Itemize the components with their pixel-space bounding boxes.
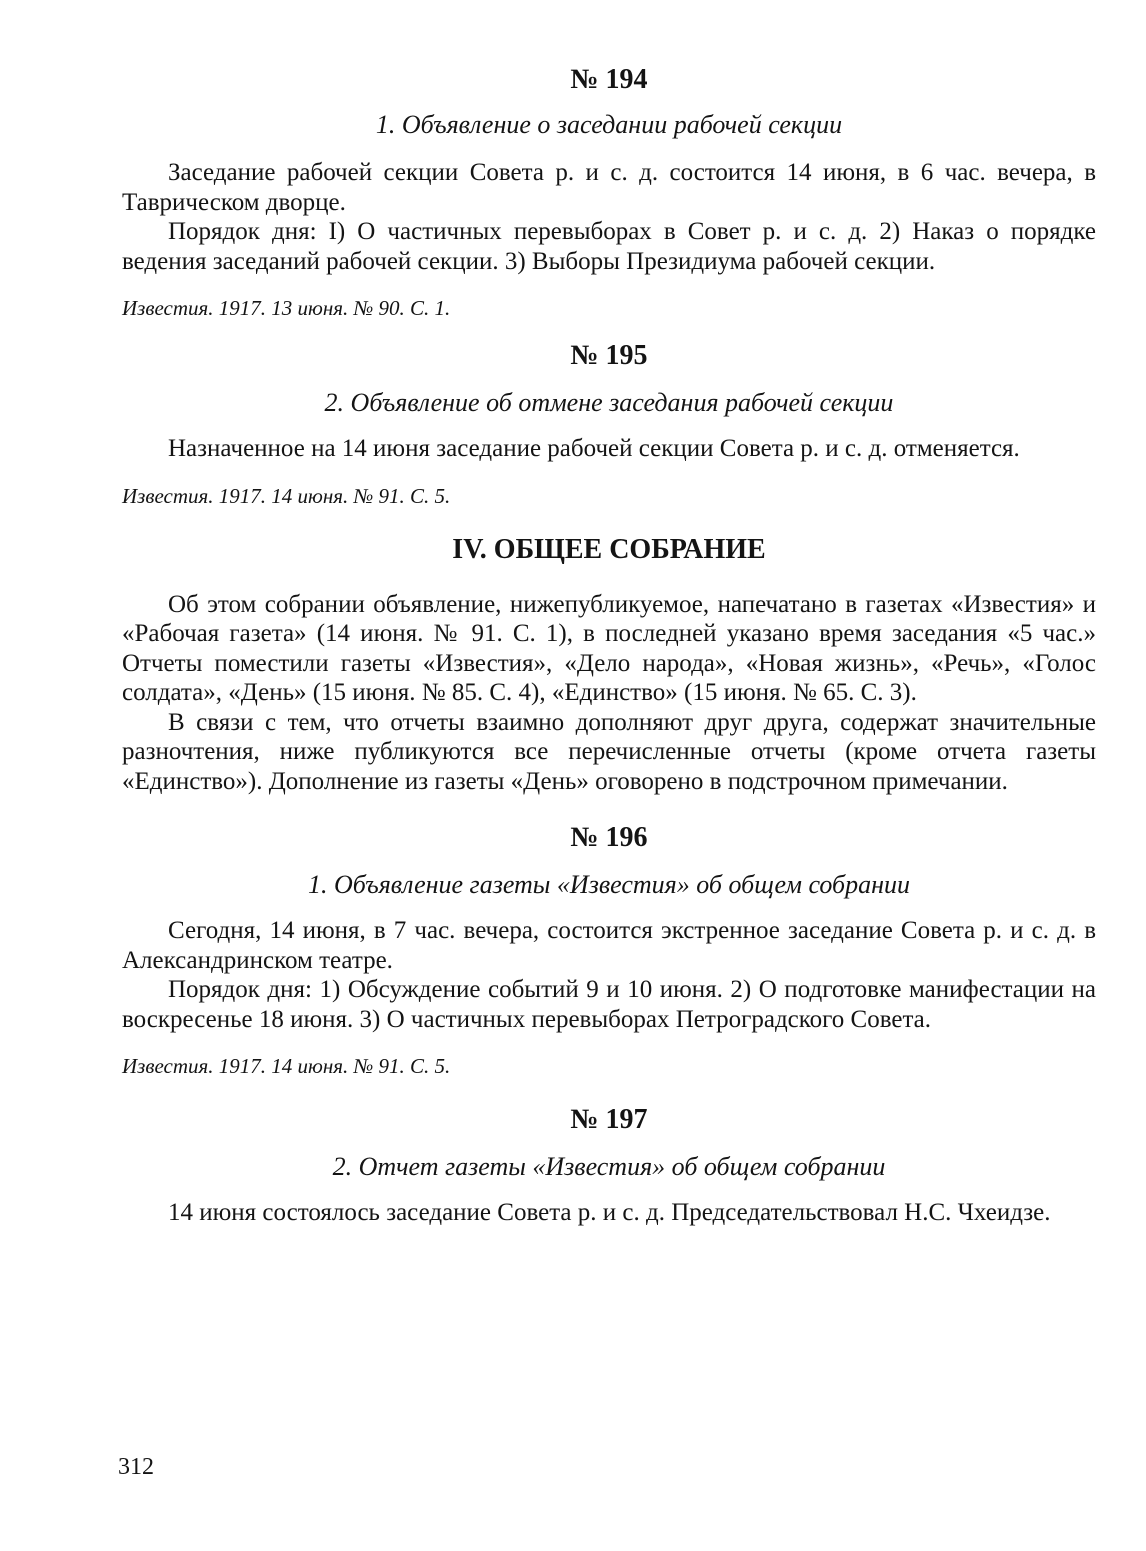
doc-195-paragraph: Назначенное на 14 июня заседание рабочей секции Совета р. и с. д. отменяется. <box>168 435 1020 462</box>
doc-195-source: Известия. 1917. 14 июня. № 91. С. 5. <box>122 483 451 508</box>
doc-196-source: Известия. 1917. 14 июня. № 91. С. 5. <box>122 1054 451 1078</box>
doc-194-source: Известия. 1917. 13 июня. № 90. С. 1. <box>122 296 451 320</box>
doc-196-paragraph: Порядок дня: 1) Обсуждение событий 9 и 10 июня. 2) О подготовке манифестации на воскресенье 18 июня. 3) О частичных перевыборах Петроградского Совета. <box>122 976 1096 1033</box>
doc-195-number: № 195 <box>570 340 648 371</box>
doc-194-paragraph: Порядок дня: I) О частичных перевыборах в Совет р. и с. д. 2) Наказ о порядке ведения заседаний рабочей секции. 3) Выборы Президиума рабочей секции. <box>122 218 1096 275</box>
section-paragraph: В связи с тем, что отчеты взаимно дополняют друг друга, содержат значительные разночтения, ниже публикуются все перечисленные отчеты (кроме отчета газеты «Единство»). Дополнение из газеты «День» оговорено в подстрочном примечании. <box>122 708 1096 795</box>
doc-194-number: № 194 <box>570 64 648 95</box>
doc-195-title: 2. Объявление об отмене заседания рабочей секции <box>324 388 894 417</box>
doc-196-paragraph: Сегодня, 14 июня, в 7 час. вечера, состоится экстренное заседание Совета р. и с. д. в Александринском театре. <box>122 917 1096 974</box>
doc-197-paragraph: 14 июня состоялось заседание Совета р. и с. д. Председательствовал Н.С. Чхеидзе. <box>168 1199 1051 1226</box>
doc-194-title: 1. Объявление о заседании рабочей секции <box>375 110 843 139</box>
doc-196-title: 1. Объявление газеты «Известия» об общем собрании <box>308 870 910 899</box>
section-paragraph: Об этом собрании объявление, нижепубликуемое, напечатано в газетах «Известия» и «Рабочая газета» (14 июня. № 91. С. 1), в последней указано время заседания «5 час.» Отчеты поместили газеты «Известия», «Дело народа», «Новая жизнь», «Речь», «Голос солдата», «День» (15 июня. № 85. С. 4), «Единство» (15 июня. № 65. С. 3). <box>122 590 1096 706</box>
doc-197-title: 2. Отчет газеты «Известия» об общем собрании <box>332 1152 886 1181</box>
page-number: 312 <box>118 1454 154 1480</box>
page-content <box>122 60 1096 1228</box>
doc-197-number: № 197 <box>570 1104 648 1135</box>
doc-196-number: № 196 <box>570 822 648 853</box>
section-heading: IV. ОБЩЕЕ СОБРАНИЕ <box>452 533 766 565</box>
doc-194-paragraph: Заседание рабочей секции Совета р. и с. д. состоится 14 июня, в 6 час. вечера, в Таврическом дворце. <box>122 159 1096 216</box>
